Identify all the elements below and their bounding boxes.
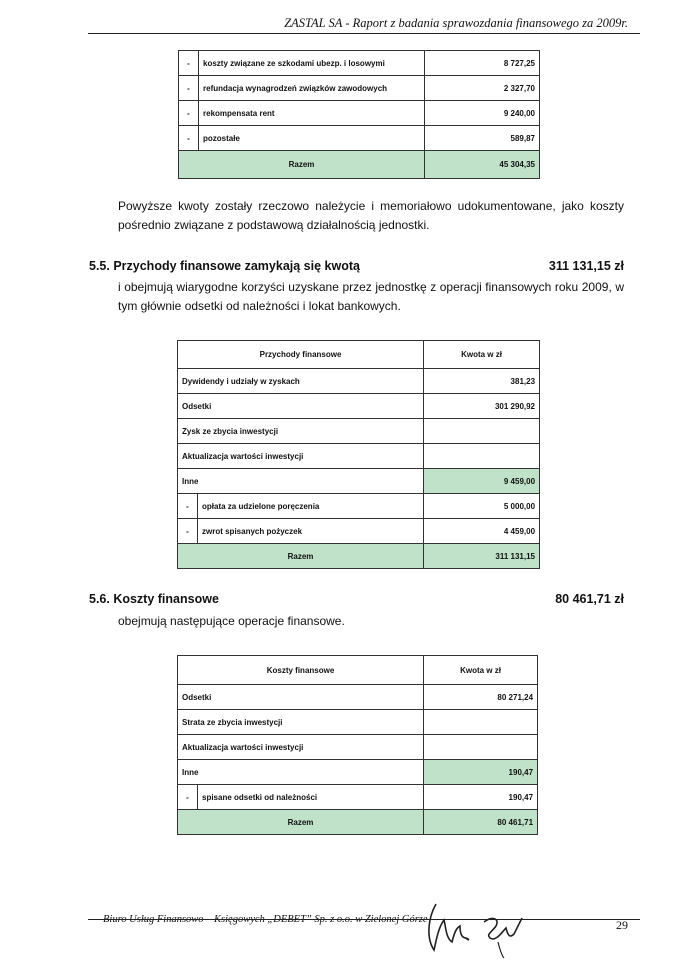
table-header-row (178, 341, 540, 369)
dash-cell: - (179, 76, 199, 101)
sub-row (178, 519, 540, 544)
sub-row (178, 785, 538, 810)
header-label: Przychody finansowe (178, 341, 424, 369)
total-value: 80 461,71 (424, 810, 538, 835)
total-row (178, 810, 538, 835)
table-row (178, 369, 540, 394)
row-value: 9 459,00 (424, 469, 540, 494)
row-label: refundacja wynagrodzeń związków zawodowych (199, 76, 425, 101)
row-label: rekompensata rent (199, 101, 425, 126)
page-header: ZASTAL SA - Raport z badania sprawozdania finansowego za 2009r. (284, 16, 628, 30)
row-value: 589,87 (425, 126, 540, 151)
row-value (424, 710, 538, 735)
row-value: 80 271,24 (424, 685, 538, 710)
total-value: 45 304,35 (425, 151, 540, 179)
row-label: Dywidendy i udziały w zyskach (178, 369, 424, 394)
paragraph-documentation: Powyższe kwoty zostały rzeczowo należycie i memoriałowo udokumentowane, jako koszty pośrednio związane z podstawową działalnością jednostki. (118, 199, 624, 232)
table-row (179, 76, 540, 101)
table-row (178, 419, 540, 444)
row-value: 301 290,92 (424, 394, 540, 419)
table-row (178, 735, 538, 760)
header-rule (88, 33, 640, 34)
dash-cell: - (179, 51, 199, 76)
section-amount: 80 461,71 zł (555, 592, 624, 606)
total-row (178, 544, 540, 569)
row-label: Strata ze zbycia inwestycji (178, 710, 424, 735)
section-heading-text: 5.6. Koszty finansowe (89, 592, 219, 606)
row-value: 2 327,70 (425, 76, 540, 101)
dash-cell: - (178, 519, 198, 544)
row-value (424, 419, 540, 444)
total-label: Razem (178, 544, 424, 569)
financial-income-table (177, 340, 540, 569)
row-label: Aktualizacja wartości inwestycji (178, 735, 424, 760)
row-label: Zysk ze zbycia inwestycji (178, 419, 424, 444)
table-row (178, 685, 538, 710)
footer-rule (88, 919, 640, 920)
table-row (178, 710, 538, 735)
header-value: Kwota w zł (424, 341, 540, 369)
sub-row (178, 494, 540, 519)
page-number: 29 (616, 918, 628, 932)
section-5-6-text: obejmują następujące operacje finansowe. (118, 614, 345, 628)
table-row (178, 394, 540, 419)
row-value: 190,47 (424, 785, 538, 810)
header-value: Kwota w zł (424, 656, 538, 685)
table-row (179, 51, 540, 76)
row-label: opłata za udzielone poręczenia (198, 494, 424, 519)
row-value: 381,23 (424, 369, 540, 394)
row-value: 9 240,00 (425, 101, 540, 126)
row-label: Inne (178, 469, 424, 494)
row-value: 4 459,00 (424, 519, 540, 544)
table-header-row (178, 656, 538, 685)
table-row (178, 760, 538, 785)
footer-text: Biuro Usług Finansowo – Księgowych „DEBET” Sp. z o.o. w Zielonej Górze (103, 914, 428, 925)
row-label: Aktualizacja wartości inwestycji (178, 444, 424, 469)
row-label: spisane odsetki od należności (198, 785, 424, 810)
row-label: pozostałe (199, 126, 425, 151)
row-label: zwrot spisanych pożyczek (198, 519, 424, 544)
row-label: Odsetki (178, 394, 424, 419)
total-value: 311 131,15 (424, 544, 540, 569)
section-5-5-text: i obejmują wiarygodne korzyści uzyskane przez jednostkę z operacji finansowych roku 2009, w tym głównie odsetki od należności i lokat bankowych. (118, 280, 624, 313)
section-5-5-heading (89, 259, 624, 273)
row-value (424, 444, 540, 469)
table-row (179, 126, 540, 151)
handwritten-signature (422, 898, 532, 960)
table-row (178, 469, 540, 494)
total-label: Razem (179, 151, 425, 179)
other-costs-table (178, 50, 540, 179)
section-heading-text: 5.5. Przychody finansowe zamykają się kwotą (89, 259, 360, 273)
row-value (424, 735, 538, 760)
header-label: Koszty finansowe (178, 656, 424, 685)
row-value: 5 000,00 (424, 494, 540, 519)
section-5-6-heading (89, 592, 624, 606)
dash-cell: - (179, 101, 199, 126)
row-label: Inne (178, 760, 424, 785)
dash-cell: - (178, 785, 198, 810)
table-row (178, 444, 540, 469)
row-value: 8 727,25 (425, 51, 540, 76)
row-value: 190,47 (424, 760, 538, 785)
row-label: koszty związane ze szkodami ubezp. i losowymi (199, 51, 425, 76)
total-row (179, 151, 540, 179)
total-label: Razem (178, 810, 424, 835)
dash-cell: - (178, 494, 198, 519)
dash-cell: - (179, 126, 199, 151)
table-row (179, 101, 540, 126)
row-label: Odsetki (178, 685, 424, 710)
financial-costs-table (177, 655, 538, 835)
section-amount: 311 131,15 zł (548, 259, 624, 273)
